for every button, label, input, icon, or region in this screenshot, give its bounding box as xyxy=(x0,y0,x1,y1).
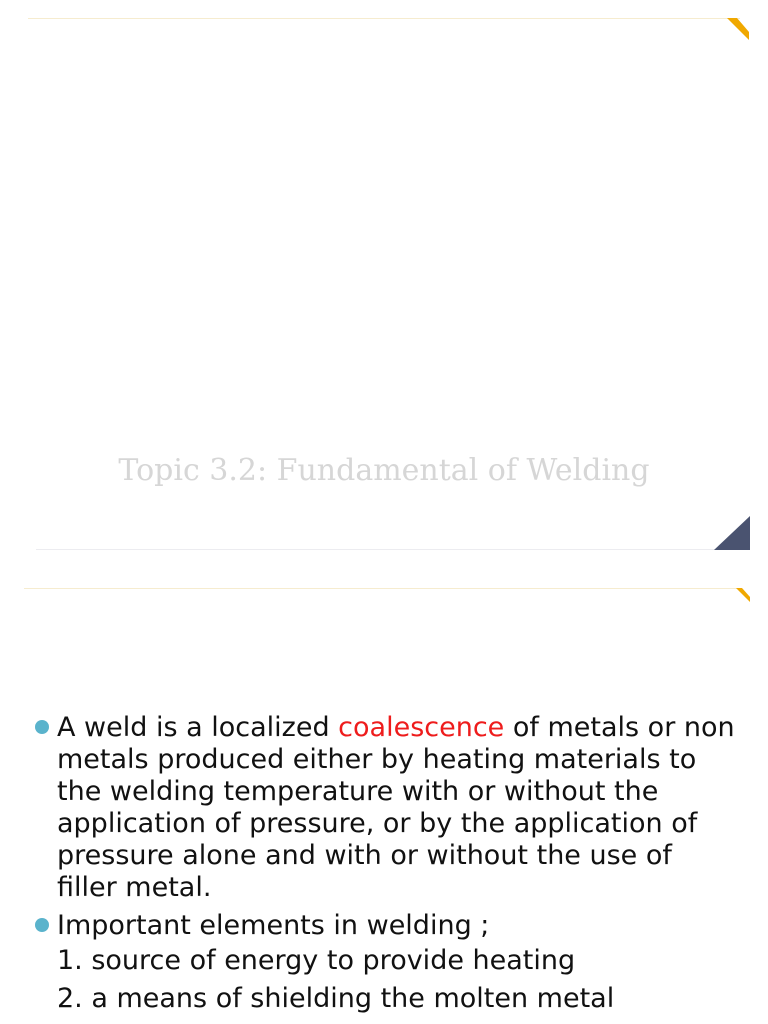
bullet-text: Important elements in welding ; xyxy=(57,910,490,941)
bullet-item xyxy=(0,910,768,942)
bullet-dot-icon xyxy=(35,918,49,932)
bottom-rule xyxy=(36,549,720,550)
corner-triangle-icon xyxy=(714,516,750,552)
highlighted-term: coalescence xyxy=(338,712,505,743)
slide-title: Topic 3.2: Fundamental of Welding xyxy=(118,453,650,488)
top-rule xyxy=(28,18,740,19)
sub-item: 1. source of energy to provide heating xyxy=(57,945,576,976)
bullet-text: of metals or non metals produced either by heating materials to the welding temperature with or without the application of pressure, or by the application of pressure alone and with or without the use of filler metal. xyxy=(57,712,735,903)
sub-item: 2. a means of shielding the molten metal xyxy=(57,983,615,1014)
corner-accent-icon xyxy=(736,588,750,602)
bullet-item xyxy=(0,712,768,904)
content-slide xyxy=(0,586,768,1024)
corner-accent-icon xyxy=(727,18,749,40)
bullet-text: A weld is a localized xyxy=(57,712,339,743)
bullet-dot-icon xyxy=(35,720,49,734)
bullet-list xyxy=(0,712,768,1018)
top-rule xyxy=(24,588,740,589)
